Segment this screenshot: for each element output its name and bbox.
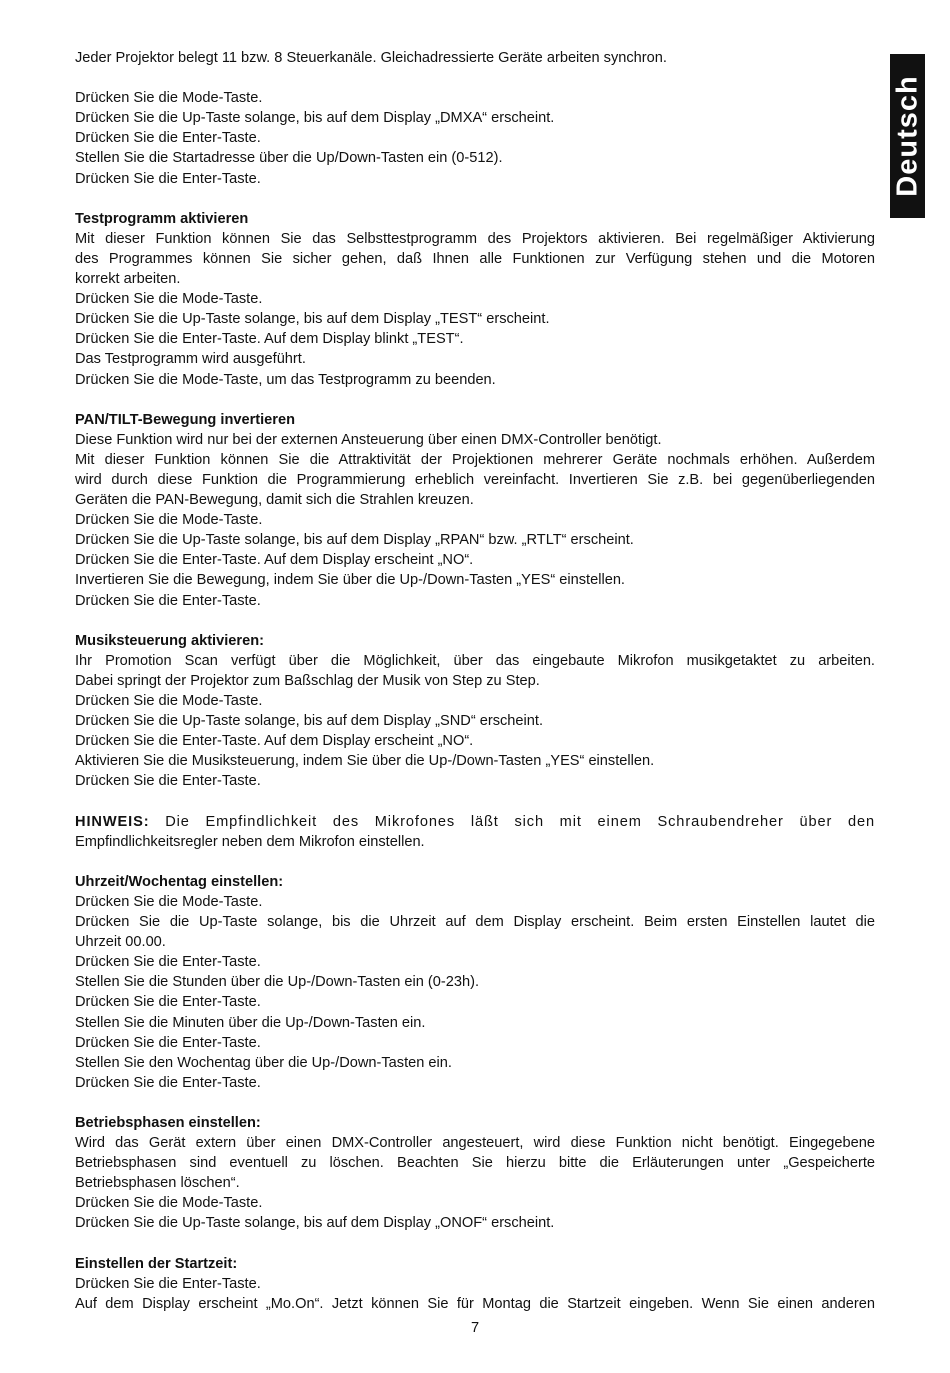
section-heading: Musiksteuerung aktivieren: bbox=[75, 632, 264, 649]
intro-line: Stellen Sie die Startadresse über die Up/Down-Tasten ein (0-512). bbox=[75, 150, 503, 167]
text-line: Mit dieser Funktion können Sie das Selbsttestprogramm des Projektors aktivieren. Bei regelmäßiger Aktivierung bbox=[75, 230, 875, 247]
note-label: HINWEIS: bbox=[75, 813, 150, 830]
text-line: Drücken Sie die Mode-Taste. bbox=[75, 291, 263, 308]
text-line: Ihr Promotion Scan verfügt über die Möglichkeit, über das eingebaute Mikrofon musikgetaktet zu arbeiten. bbox=[75, 652, 875, 669]
note-line bbox=[75, 812, 875, 832]
text-line: Drücken Sie die Enter-Taste. bbox=[75, 994, 261, 1011]
text-line: Stellen Sie die Stunden über die Up-/Down-Tasten ein (0-23h). bbox=[75, 974, 479, 991]
text-line: Wird das Gerät extern über einen DMX-Controller angesteuert, wird diese Funktion nicht benötigt. Eingegebene bbox=[75, 1135, 875, 1152]
text-line: korrekt arbeiten. bbox=[75, 271, 181, 288]
text-line: Drücken Sie die Up-Taste solange, bis auf dem Display „TEST“ erscheint. bbox=[75, 311, 550, 328]
text-line: Drücken Sie die Mode-Taste. bbox=[75, 893, 263, 910]
text-line: Betriebsphasen sind eventuell zu löschen. Beachten Sie hierzu bitte die Erläuterungen unter „Gespeicherte bbox=[75, 1155, 875, 1172]
intro-line: Drücken Sie die Mode-Taste. bbox=[75, 90, 263, 107]
text-line: Geräten die PAN-Bewegung, damit sich die Strahlen kreuzen. bbox=[75, 492, 474, 509]
text-line: Drücken Sie die Up-Taste solange, bis auf dem Display „RPAN“ bzw. „RTLT“ erscheint. bbox=[75, 532, 634, 549]
text-line: Uhrzeit 00.00. bbox=[75, 934, 166, 951]
section-heading: Einstellen der Startzeit: bbox=[75, 1255, 238, 1272]
language-tab bbox=[890, 54, 925, 218]
text-line: Betriebsphasen löschen“. bbox=[75, 1175, 240, 1192]
text-line: Drücken Sie die Enter-Taste. bbox=[75, 1074, 261, 1091]
text-line: Drücken Sie die Enter-Taste. bbox=[75, 1034, 261, 1051]
text-line: wird durch diese Funktion die Programmierung erheblich vereinfacht. Invertieren Sie z.B. bei gegenüberliegenden bbox=[75, 471, 875, 488]
start-section bbox=[75, 1254, 875, 1314]
text-line: Drücken Sie die Enter-Taste. bbox=[75, 954, 261, 971]
text-line: Drücken Sie die Mode-Taste. bbox=[75, 512, 263, 529]
text-line: des Programmes können Sie sicher gehen, daß Ihnen alle Funktionen zur Verfügung stehen und die Motoren bbox=[75, 250, 875, 267]
text-line: Drücken Sie die Enter-Taste. bbox=[75, 1275, 261, 1292]
text-line: Drücken Sie die Enter-Taste. bbox=[75, 773, 261, 790]
text-line: Drücken Sie die Mode-Taste. bbox=[75, 693, 263, 709]
text-line: Stellen Sie den Wochentag über die Up-/Down-Tasten ein. bbox=[75, 1054, 452, 1071]
text-line: Diese Funktion wird nur bei der externen Ansteuerung über einen DMX-Controller benötigt. bbox=[75, 431, 662, 448]
note-line: Empfindlichkeitsregler neben dem Mikrofon einstellen. bbox=[75, 833, 425, 850]
intro-line: Drücken Sie die Enter-Taste. bbox=[75, 130, 261, 147]
pantilt-section bbox=[75, 410, 875, 611]
text-line: Drücken Sie die Enter-Taste. bbox=[75, 592, 261, 609]
text-line: Das Testprogramm wird ausgeführt. bbox=[75, 351, 306, 368]
note-text: Die Empfindlichkeit des Mikrofones läßt sich mit einem Schraubendreher über den bbox=[165, 813, 875, 830]
text-line: Auf dem Display erscheint „Mo.On“. Jetzt können Sie für Montag die Startzeit eingeben. Wenn Sie einen anderen bbox=[75, 1295, 875, 1312]
text-line: Drücken Sie die Enter-Taste. Auf dem Display blinkt „TEST“. bbox=[75, 331, 464, 348]
manual-page-body bbox=[75, 48, 875, 1314]
text-line: Drücken Sie die Up-Taste solange, bis auf dem Display „SND“ erscheint. bbox=[75, 713, 544, 730]
intro-line: Jeder Projektor belegt 11 bzw. 8 Steuerkanäle. Gleichadressierte Geräte arbeiten synchron. bbox=[75, 50, 667, 66]
note-section bbox=[75, 812, 875, 852]
text-line: Drücken Sie die Enter-Taste. Auf dem Display erscheint „NO“. bbox=[75, 552, 474, 569]
music-section bbox=[75, 631, 875, 792]
page-number: 7 bbox=[470, 1320, 480, 1336]
section-heading: Testprogramm aktivieren bbox=[75, 210, 249, 227]
test-section bbox=[75, 209, 875, 390]
clock-section bbox=[75, 872, 875, 1093]
section-heading: Uhrzeit/Wochentag einstellen: bbox=[75, 873, 284, 890]
text-line: Drücken Sie die Up-Taste solange, bis auf dem Display „ONOF“ erscheint. bbox=[75, 1215, 555, 1232]
text-line: Invertieren Sie die Bewegung, indem Sie über die Up-/Down-Tasten „YES“ einstellen. bbox=[75, 572, 625, 589]
text-line: Drücken Sie die Enter-Taste. Auf dem Display erscheint „NO“. bbox=[75, 733, 474, 750]
text-line: Drücken Sie die Mode-Taste. bbox=[75, 1195, 263, 1212]
section-heading: Betriebsphasen einstellen: bbox=[75, 1114, 261, 1131]
text-line: Mit dieser Funktion können Sie die Attraktivität der Projektionen mehrerer Geräte nochmals erhöhen. Außerdem bbox=[75, 451, 875, 468]
intro-line: Drücken Sie die Up-Taste solange, bis auf dem Display „DMXA“ erscheint. bbox=[75, 110, 555, 127]
intro-line: Drücken Sie die Enter-Taste. bbox=[75, 170, 261, 187]
intro-section bbox=[75, 48, 875, 189]
text-line: Drücken Sie die Up-Taste solange, bis die Uhrzeit auf dem Display erscheint. Beim ersten Einstellen lautet die bbox=[75, 914, 875, 931]
text-line: Drücken Sie die Mode-Taste, um das Testprogramm zu beenden. bbox=[75, 371, 496, 388]
phases-section bbox=[75, 1113, 875, 1234]
section-heading: PAN/TILT-Bewegung invertieren bbox=[75, 411, 296, 428]
text-line: Stellen Sie die Minuten über die Up-/Down-Tasten ein. bbox=[75, 1014, 426, 1031]
text-line: Aktivieren Sie die Musiksteuerung, indem Sie über die Up-/Down-Tasten „YES“ einstellen. bbox=[75, 753, 655, 770]
language-tab-label: Deutsch bbox=[891, 75, 923, 197]
text-line: Dabei springt der Projektor zum Baßschlag der Musik von Step zu Step. bbox=[75, 672, 540, 689]
